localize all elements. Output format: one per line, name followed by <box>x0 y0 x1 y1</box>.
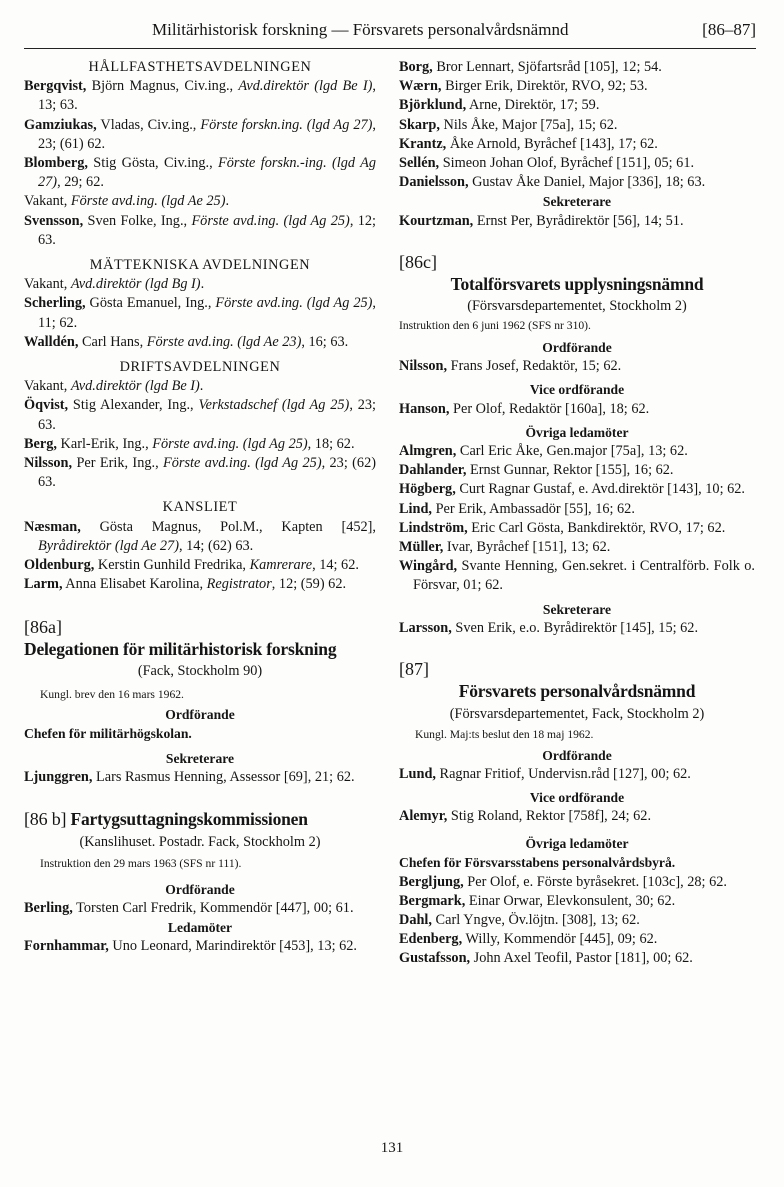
person-entry: Larsson, Sven Erik, e.o. Byrådirektör [145], 15; 62. <box>399 619 699 636</box>
person-entry: Berling, Torsten Carl Fredrik, Kommendör [447], 00; 61. <box>24 899 354 916</box>
department-heading: HÅLLFASTHETSAVDELNINGEN <box>88 59 312 75</box>
organization-address: (Försvarsdepartementet, Stockholm 2) <box>467 297 687 314</box>
role-heading: Övriga ledamöter <box>525 836 629 852</box>
person-entry: Almgren, Carl Eric Åke, Gen.major [75a], 13; 62. <box>399 443 688 460</box>
role-heading: Ledamöter <box>167 920 233 936</box>
person-entry: Bergljung, Per Olof, e. Förste byråsekret. [103c], 28; 62. <box>399 873 727 890</box>
person-entry: Bergqvist, Björn Magnus, Civ.ing., Avd.direktör (lgd Be I), 13; 63. <box>24 78 376 114</box>
role-heading: Sekreterare <box>165 751 235 767</box>
role-heading: Sekreterare <box>542 194 612 210</box>
person-entry: Högberg, Curt Ragnar Gustaf, e. Avd.direktör [143], 10; 62. <box>399 481 745 498</box>
left-column <box>24 58 376 957</box>
running-title: Militärhistorisk forskning — Försvarets personalvårdsnämnd <box>152 20 569 39</box>
person-entry: Walldén, Carl Hans, Förste avd.ing. (lgd Ae 23), 16; 63. <box>24 333 349 350</box>
person-entry: Sellén, Simeon Johan Olof, Byråchef [151], 05; 61. <box>399 155 695 172</box>
role-heading: Ordförande <box>542 340 612 356</box>
person-entry: Svensson, Sven Folke, Ing., Förste avd.ing. (lgd Ag 25), 12; 63. <box>24 212 376 248</box>
instruction-note: Instruktion den 29 mars 1963 (SFS nr 111). <box>40 856 242 870</box>
department-heading: DRIFTSAVDELNINGEN <box>119 359 281 376</box>
person-entry: Dahlander, Ernst Gunnar, Rektor [155], 16; 62. <box>399 462 674 479</box>
person-entry: Bergmark, Einar Orwar, Elevkonsulent, 30; 62. <box>399 892 676 909</box>
chief-entry: Chefen för Försvarsstabens personalvårdsbyrå. <box>399 855 676 871</box>
organization-address: (Kanslihuset. Postadr. Fack, Stockholm 2) <box>79 833 321 850</box>
person-entry: Ljunggren, Lars Rasmus Henning, Assessor [69], 21; 62. <box>24 769 355 786</box>
person-entry: Gamziukas, Vladas, Civ.ing., Förste forskn.ing. (lgd Ag 27), 23; (61) 62. <box>24 116 376 152</box>
role-heading: Vice ordförande <box>529 789 625 805</box>
person-entry: Berg, Karl-Erik, Ing., Förste avd.ing. (lgd Ag 25), 18; 62. <box>24 435 355 452</box>
person-entry: Larm, Anna Elisabet Karolina, Registrator, 12; (59) 62. <box>24 576 347 593</box>
instruction-note: Kungl. brev den 16 mars 1962. <box>40 687 184 701</box>
person-entry: Nilsson, Per Erik, Ing., Förste avd.ing. (lgd Ag 25), 23; (62) 63. <box>24 455 376 491</box>
organization-title: [86 b] Fartygsuttagningskommissionen <box>24 808 308 829</box>
organization-title: Totalförsvarets upplysningsnämnd <box>450 273 704 294</box>
person-entry: Skarp, Nils Åke, Major [75a], 15; 62. <box>399 116 618 133</box>
role-heading: Övriga ledamöter <box>525 424 629 440</box>
role-heading: Ordförande <box>542 748 612 764</box>
person-entry: Lindström, Eric Carl Gösta, Bankdirektör, RVO, 17; 62. <box>399 519 726 536</box>
person-entry: Nilsson, Frans Josef, Redaktör, 15; 62. <box>399 358 622 375</box>
person-entry: Hanson, Per Olof, Redaktör [160a], 18; 62. <box>399 400 650 417</box>
instruction-note: Instruktion den 6 juni 1962 (SFS nr 310). <box>399 319 591 333</box>
person-entry: Krantz, Åke Arnold, Byråchef [143], 17; 62. <box>399 135 658 152</box>
person-entry: Öqvist, Stig Alexander, Ing., Verkstadschef (lgd Ag 25), 23; 63. <box>24 397 376 433</box>
running-header <box>24 20 756 46</box>
section-number: [86c] <box>399 251 437 272</box>
section-number: [87] <box>399 659 429 680</box>
person-entry: Wærn, Birger Erik, Direktör, RVO, 92; 53. <box>399 78 648 95</box>
right-column <box>399 58 755 969</box>
person-entry: Edenberg, Willy, Kommendör [445], 09; 62. <box>399 931 658 948</box>
organization-address: (Försvarsdepartementet, Fack, Stockholm 2) <box>449 706 705 723</box>
department-heading: MÄTTEKNISKA AVDELNINGEN <box>89 257 311 274</box>
department-heading: KANSLIET <box>162 499 238 516</box>
person-entry: Lund, Ragnar Fritiof, Undervisn.råd [127], 00; 62. <box>399 766 691 783</box>
person-entry: Borg, Bror Lennart, Sjöfartsråd [105], 12; 54. <box>399 59 662 75</box>
section-number: [86 b] <box>24 808 67 829</box>
role-heading: Ordförande <box>165 881 235 897</box>
chair-entry: Chefen för militärhögskolan. <box>24 725 192 741</box>
instruction-note: Kungl. Maj:ts beslut den 18 maj 1962. <box>415 728 594 742</box>
person-entry: Oldenburg, Kerstin Gunhild Fredrika, Kamrerare, 14; 62. <box>24 557 359 574</box>
role-heading: Vice ordförande <box>529 382 625 398</box>
vacant-entry: Vakant, Avd.direktör (lgd Bg I). <box>24 276 205 293</box>
person-entry: Scherling, Gösta Emanuel, Ing., Förste avd.ing. (lgd Ag 25), 11; 62. <box>24 295 376 331</box>
person-entry: Kourtzman, Ernst Per, Byrådirektör [56], 14; 51. <box>399 212 684 229</box>
person-entry: Wingård, Svante Henning, Gen.sekret. i Centralförb. Folk o. Försvar, 01; 62. <box>399 558 755 594</box>
person-entry: Danielsson, Gustav Åke Daniel, Major [336], 18; 63. <box>399 174 706 191</box>
person-entry: Alemyr, Stig Roland, Rektor [758f], 24; 62. <box>399 807 652 824</box>
person-entry: Næsman, Gösta Magnus, Pol.M., Kapten [452], Byrådirektör (lgd Ae 27), 14; (62) 63. <box>24 518 376 554</box>
role-heading: Ordförande <box>165 706 235 722</box>
role-heading: Sekreterare <box>542 601 612 617</box>
vacant-entry: Vakant, Avd.direktör (lgd Be I). <box>24 378 204 395</box>
person-entry: Lind, Per Erik, Ambassadör [55], 16; 62. <box>399 500 635 517</box>
page-number: 131 <box>380 1140 404 1156</box>
section-number: [86a] <box>24 617 62 638</box>
person-entry: Blomberg, Stig Gösta, Civ.ing., Förste forskn.-ing. (lgd Ag 27), 29; 62. <box>24 155 377 191</box>
header-rule <box>24 48 756 49</box>
person-entry: Gustafsson, John Axel Teofil, Pastor [181], 00; 62. <box>399 950 693 967</box>
organization-title: Försvarets personalvårdsnämnd <box>458 681 696 702</box>
organization-title: Delegationen för militärhistorisk forskning <box>24 639 337 660</box>
page-range: [86–87] <box>702 20 756 39</box>
person-entry: Müller, Ivar, Byråchef [151], 13; 62. <box>399 539 611 556</box>
vacant-entry: Vakant, Förste avd.ing. (lgd Ae 25). <box>24 193 230 210</box>
person-entry: Björklund, Arne, Direktör, 17; 59. <box>399 97 600 114</box>
person-entry: Fornhammar, Uno Leonard, Marindirektör [453], 13; 62. <box>24 938 358 955</box>
organization-address: (Fack, Stockholm 90) <box>137 663 263 680</box>
person-entry: Dahl, Carl Yngve, Öv.löjtn. [308], 13; 62. <box>399 911 640 928</box>
